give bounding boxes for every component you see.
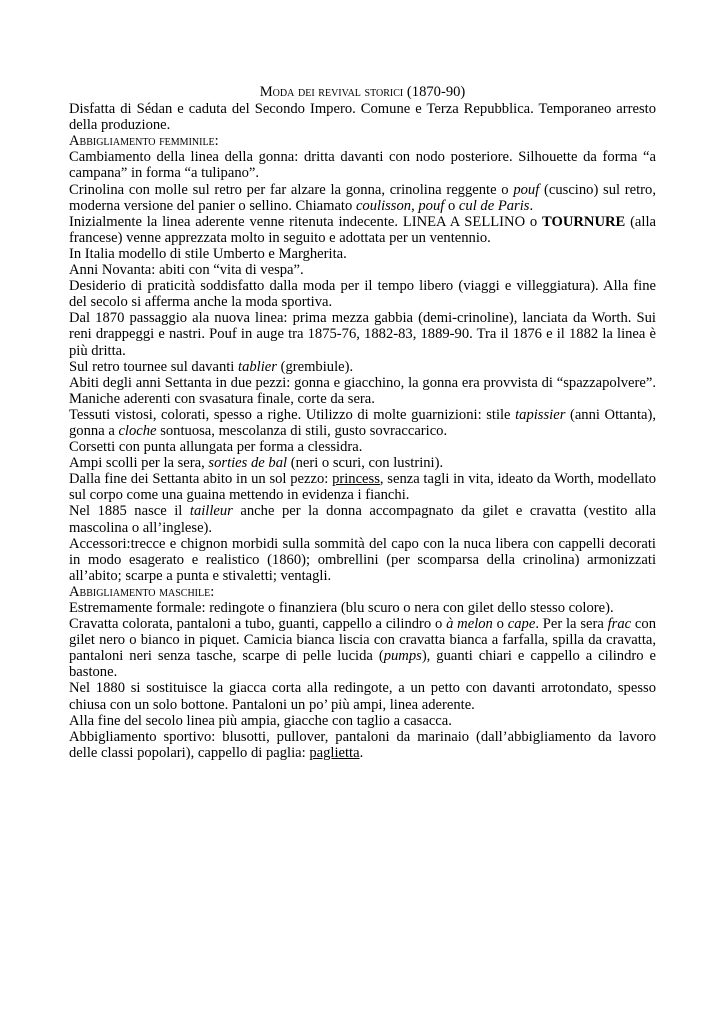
italic-term: cul de Paris	[458, 197, 530, 214]
intro-paragraph: Disfatta di Sédan e caduta del Secondo Impero. Comune e Terza Repubblica. Temporaneo arresto della produzione.	[69, 101, 656, 134]
text-run: Inizialmente la linea aderente venne ritenuta indecente. LINEA A SELLINO o	[69, 213, 542, 230]
italic-term: frac	[607, 616, 632, 633]
women-paragraph-14	[69, 503, 656, 535]
document-title	[69, 84, 656, 100]
men-paragraph-5	[69, 729, 656, 761]
italic-term: pouf	[418, 197, 445, 214]
text-run: (anni Ottanta), gonna a	[69, 406, 656, 439]
text-run: .	[529, 197, 534, 214]
men-paragraph-3: Nel 1880 si sostituisce la giacca corta alla redingote, a un petto con davanti arrotondato, spesso chiusa con un solo bottone. Pantaloni un po’ più ampi, linea aderente.	[69, 680, 656, 713]
text-run: sontuosa, mescolanza di stili, gusto sovraccarico.	[156, 422, 448, 439]
text-run: Ampi scolli per la sera,	[69, 455, 209, 472]
text-run: anche per la donna accompagnato da gilet e cravatta (vestito alla mascolina o all’inglese).	[69, 503, 656, 536]
women-paragraph-10	[69, 407, 656, 439]
underlined-term: princess	[332, 471, 380, 488]
italic-term: tablier	[238, 358, 277, 375]
italic-term: coulisson	[355, 197, 412, 214]
underlined-term: paglietta	[309, 744, 360, 761]
text-run: , senza tagli in vita, ideato da Worth, modellato sul corpo come una guaina mettendo in evidenza i fianchi.	[69, 471, 657, 504]
text-run: Abbigliamento sportivo: blusotti, pullover, pantaloni da marinaio (dall’abbigliamento da lavoro delle classi popolari), cappello di paglia:	[69, 728, 656, 761]
bold-term: TOURNURE	[542, 213, 626, 230]
text-run: Tessuti vistosi, colorati, spesso a righe. Utilizzo di molte guarnizioni: stile	[69, 406, 516, 423]
text-run: o	[444, 197, 459, 214]
men-paragraph-1: Estremamente formale: redingote o finanziera (blu scuro o nera con gilet dello stesso colore).	[69, 600, 614, 616]
women-paragraph-4: In Italia modello di stile Umberto e Margherita.	[69, 245, 347, 262]
text-run: . Per la sera	[535, 616, 608, 633]
text-run: ), guanti chiari e cappello a cilindro e bastone.	[69, 648, 656, 681]
women-paragraph-12	[69, 455, 656, 471]
women-paragraph-11: Corsetti con punta allungata per forma a clessidra.	[69, 439, 363, 456]
men-paragraph-4: Alla fine del secolo linea più ampia, giacche con taglio a casacca.	[69, 712, 452, 729]
text-run: Nel 1885 nasce il	[69, 503, 190, 520]
women-paragraph-3	[69, 214, 656, 246]
women-paragraph-8	[69, 359, 656, 375]
text-run: (alla francese) venne apprezzata molto in seguito e adottata per un ventennio.	[69, 213, 656, 246]
text-run: con gilet nero o bianco in piquet. Camicia bianca liscia con cravatta bianca a farfalla, spilla da cravatta, pantaloni neri senza tasche, scarpe di pelle lucida (	[69, 616, 656, 665]
italic-term: pumps	[383, 648, 422, 665]
text-run: ,	[411, 197, 419, 214]
text-run: .	[359, 744, 364, 761]
women-paragraph-2	[69, 182, 656, 214]
italic-term: cloche	[118, 422, 157, 439]
women-paragraph-13	[69, 471, 656, 503]
text-run: Cravatta colorata, pantaloni a tubo, guanti, cappello a cilindro o	[69, 616, 447, 633]
title-years: (1870-90)	[403, 84, 466, 100]
title-smallcaps: Moda dei revival storici	[259, 84, 404, 100]
text-run: Sul retro tournee sul davanti	[69, 358, 239, 375]
text-run: (grembiule).	[276, 358, 354, 375]
text-run: (neri o scuri, con lustrini).	[287, 455, 444, 472]
text-run: o	[492, 616, 508, 633]
text-run: Crinolina con molle sul retro per far alzare la gonna, crinolina reggente o	[69, 181, 514, 198]
italic-term: tapissier	[515, 406, 566, 423]
women-paragraph-7: Dal 1870 passaggio ala nuova linea: prima mezza gabbia (demi-crinoline), lanciata da Worth. Sui reni drappeggi e nastri. Pouf in auge tra 1875-76, 1882-83, 1889-90. Tra il 1876 e il 1882 la linea è più dritta.	[69, 310, 656, 359]
section-heading-men: Abbigliamento maschile:	[69, 583, 215, 600]
section-heading-women: Abbigliamento femminile:	[69, 133, 219, 150]
women-paragraph-1: Cambiamento della linea della gonna: dritta davanti con nodo posteriore. Silhouette da forma “a campana” in forma “a tulipano”.	[69, 149, 656, 182]
document-page	[69, 84, 656, 761]
women-paragraph-15: Accessori:trecce e chignon morbidi sulla sommità del capo con la nuca libera con cappelli decorati in modo esagerato e realistico (1860); ombrellini (per scomparsa della crinolina) armonizzati all’abito; scarpe a punta e stivaletti; ventagli.	[69, 535, 656, 584]
italic-term: sorties de bal	[208, 455, 288, 472]
italic-term: pouf	[513, 181, 540, 198]
text-run: Dalla fine dei Settanta abito in un sol pezzo:	[69, 471, 333, 488]
women-paragraph-6: Desiderio di praticità soddisfatto dalla moda per il tempo libero (viaggi e villeggiatura). Alla fine del secolo si afferma anche la moda sportiva.	[69, 278, 656, 311]
women-paragraph-9: Abiti degli anni Settanta in due pezzi: gonna e giacchino, la gonna era provvista di “spazzapolvere”. Maniche aderenti con svasatura finale, corte da sera.	[69, 374, 656, 407]
italic-term: à melon	[446, 616, 493, 633]
italic-term: tailleur	[189, 503, 233, 520]
text-run: (cuscino) sul retro, moderna versione del panier o sellino. Chiamato	[69, 181, 656, 214]
italic-term: cape	[507, 616, 536, 633]
women-paragraph-5: Anni Novanta: abiti con “vita di vespa”.	[69, 262, 304, 279]
men-paragraph-2	[69, 616, 656, 680]
